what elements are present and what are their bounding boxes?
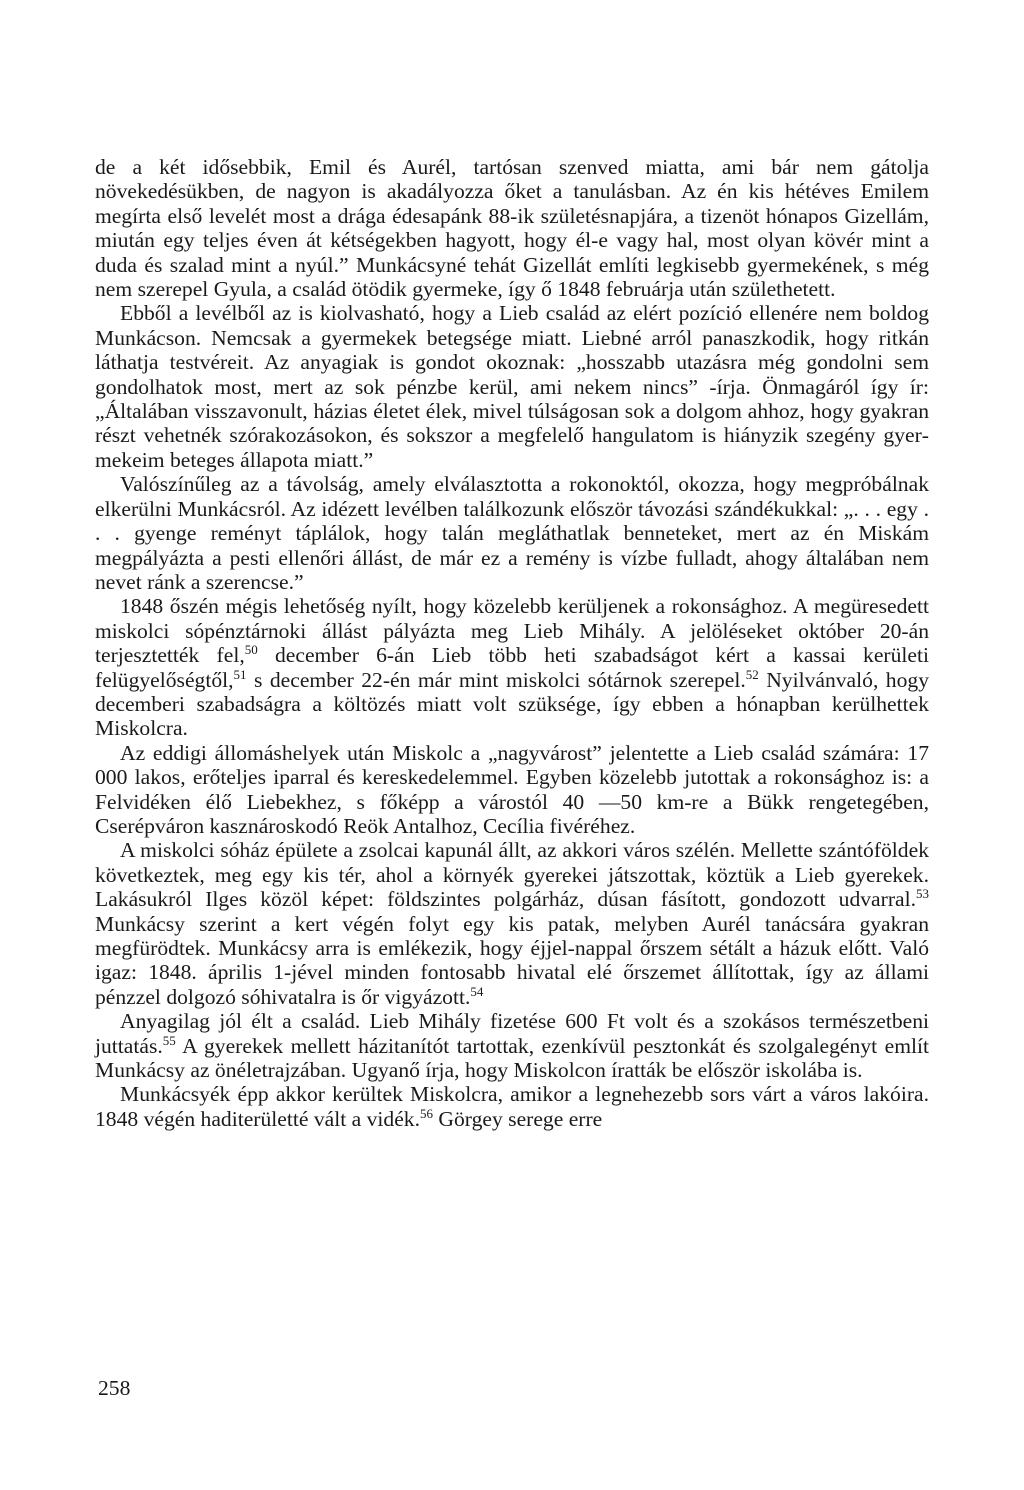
text-run: s december 22-én már mint miskolci sótárnok szerepel.: [246, 667, 746, 692]
paragraph: [95, 838, 929, 1009]
text-run: Ebből a levélből az is kiolvasható, hogy a Lieb család az elért pozíció ellenére nem boldog Munkácson. Nemcsak a gyermekek betegsége miatt. Liebné arról panaszkodik, hogy ritkán láthatja testvéreit. Az anyagiak is gondot okoznak: „hosszabb utazásra még gondolni sem gondolhatok most, mert az sok pénzbe kerül, ami nekem nincs” -írja. Önmagáról így ír: „Általában visszavonult, házias életet élek, mivel túlságosan sok a dolgom ahhoz, hogy gyakran részt vehetnék szórakozásokon, és sokszor a megfelelő hangulatom is hiányzik szegény gyermekeim beteges állapota miatt.”: [95, 301, 929, 472]
paragraph: [95, 472, 929, 594]
text-run: A miskolci sóház épülete a zsolcai kapunál állt, az akkori város szélén. Mellette szántóföldek következtek, meg egy kis tér, ahol a környék gyerekei játszottak, köztük a Lieb gyerekek. Lakásukról Ilges közöl képet: földszintes polgárház, dúsan fásított, gondozott udvarral.: [95, 838, 929, 912]
paragraph: [95, 1009, 929, 1082]
text-run: Munkácsy szerint a kert végén folyt egy kis patak, melyben Aurél tanácsára gyakran megfürödtek. Munkácsy arra is emlékezik, hogy éjjel-nappal őrszem sétált a házuk előtt. Való igaz: 1848. április 1-jével minden fontosabb hivatal elé őrszemet állítottak, így az állami pénzzel dolgozó sóhivatalra is őr vigyázott.: [95, 911, 929, 1009]
text-run: 1848 őszén mégis lehetőség nyílt, hogy közelebb kerüljenek a rokonsághoz. A megüresedett miskolci sópénztárnoki állást pályázta meg Lieb Mihály. A jelöléseket október 20-án terjesztették fel,: [95, 594, 929, 668]
text-run: december 6-án Lieb több heti szabadságot kért a kassai kerületi felügyelőségtől,: [95, 643, 929, 692]
paragraph: [95, 301, 929, 472]
text-run: Görgey serege erre: [433, 1106, 603, 1131]
footnote-marker: 56: [420, 1105, 433, 1121]
paragraph: [95, 741, 929, 839]
footnote-marker: 55: [162, 1032, 176, 1048]
book-page-body: [95, 155, 929, 1131]
text-run: de a két idősebbik, Emil és Aurél, tartósan szenved miatta, ami bár nem gátolja növekedésükben, de nagyon is akadályozza őket a tanulásban. Az én kis hétéves Emilem megírta első levelét most a drága édesapánk 88-ik születésnapjára, a tizenöt hónapos Gizellám, miután egy teljes éven át kétségekben hagyott, hogy él-e vagy hal, most olyan kövér mint a duda és szalad mint a nyúl.” Munkácsyné tehát Gizellát említi legkisebb gyermekének, s még nem szerepel Gyula, a család ötödik gyermeke, így ő 1848 februárja után születhetett.: [95, 155, 929, 302]
footnote-marker: 50: [244, 642, 258, 658]
paragraph: [95, 594, 929, 740]
text-run: Anyagilag jól élt a család. Lieb Mihály fizetése 600 Ft volt és a szokásos természetbeni juttatás.: [95, 1009, 929, 1058]
paragraph: [95, 155, 929, 301]
text-run: A gyerekek mellett házitanítót tartottak, ezenkívül pesztonkát és szolgalegényt említ Munkácsy az önéletrajzában. Ugyanő írja, hogy Miskolcon íratták be először iskolába is.: [95, 1033, 929, 1083]
paragraph: [95, 1082, 929, 1131]
text-run: Valószínűleg az a távolság, amely elválasztotta a rokonoktól, okozza, hogy megpróbálnak elkerülni Munkácsról. Az idézett levélben találkozunk először távozási szándékukkal: „. . . egy . . . gyenge reményt táplálok, hogy talán megláthatlak benneteket, mert az én Miskám megpályázta a pesti ellenőri állást, de már ez a remény is vízbe fulladt, ahogy általában nem nevet ránk a szerencse.”: [95, 472, 929, 594]
page-number: 258: [98, 1376, 131, 1400]
footnote-marker: 54: [470, 983, 484, 999]
footnote-marker: 51: [233, 666, 247, 682]
footnote-marker: 53: [916, 886, 929, 902]
text-run: Az eddigi állomáshelyek után Miskolc a „nagyvárost” jelentette a Lieb család számára: 17 000 lakos, erőteljes iparral és kereskedelemmel. Egyben közelebb jutottak a rokonsághoz is: a Felvidéken élő Liebekhez, s főképp a várostól 40 —50 km-re a Bükk rengetegében, Cserépváron kasznároskodó Reök Antalhoz, Cecília fivéréhez.: [95, 740, 929, 838]
footnote-marker: 52: [745, 666, 759, 682]
text-run: Munkácsyék épp akkor kerültek Miskolcra, amikor a legnehezebb sors várt a város lakóira. 1848 végén haditerületté vált a vidék.: [95, 1082, 929, 1131]
text-run: Nyilvánvaló, hogy decemberi szabadságra a költözés miatt volt szüksége, így ebben a hónapban kerülhettek Miskolcra.: [95, 667, 929, 741]
